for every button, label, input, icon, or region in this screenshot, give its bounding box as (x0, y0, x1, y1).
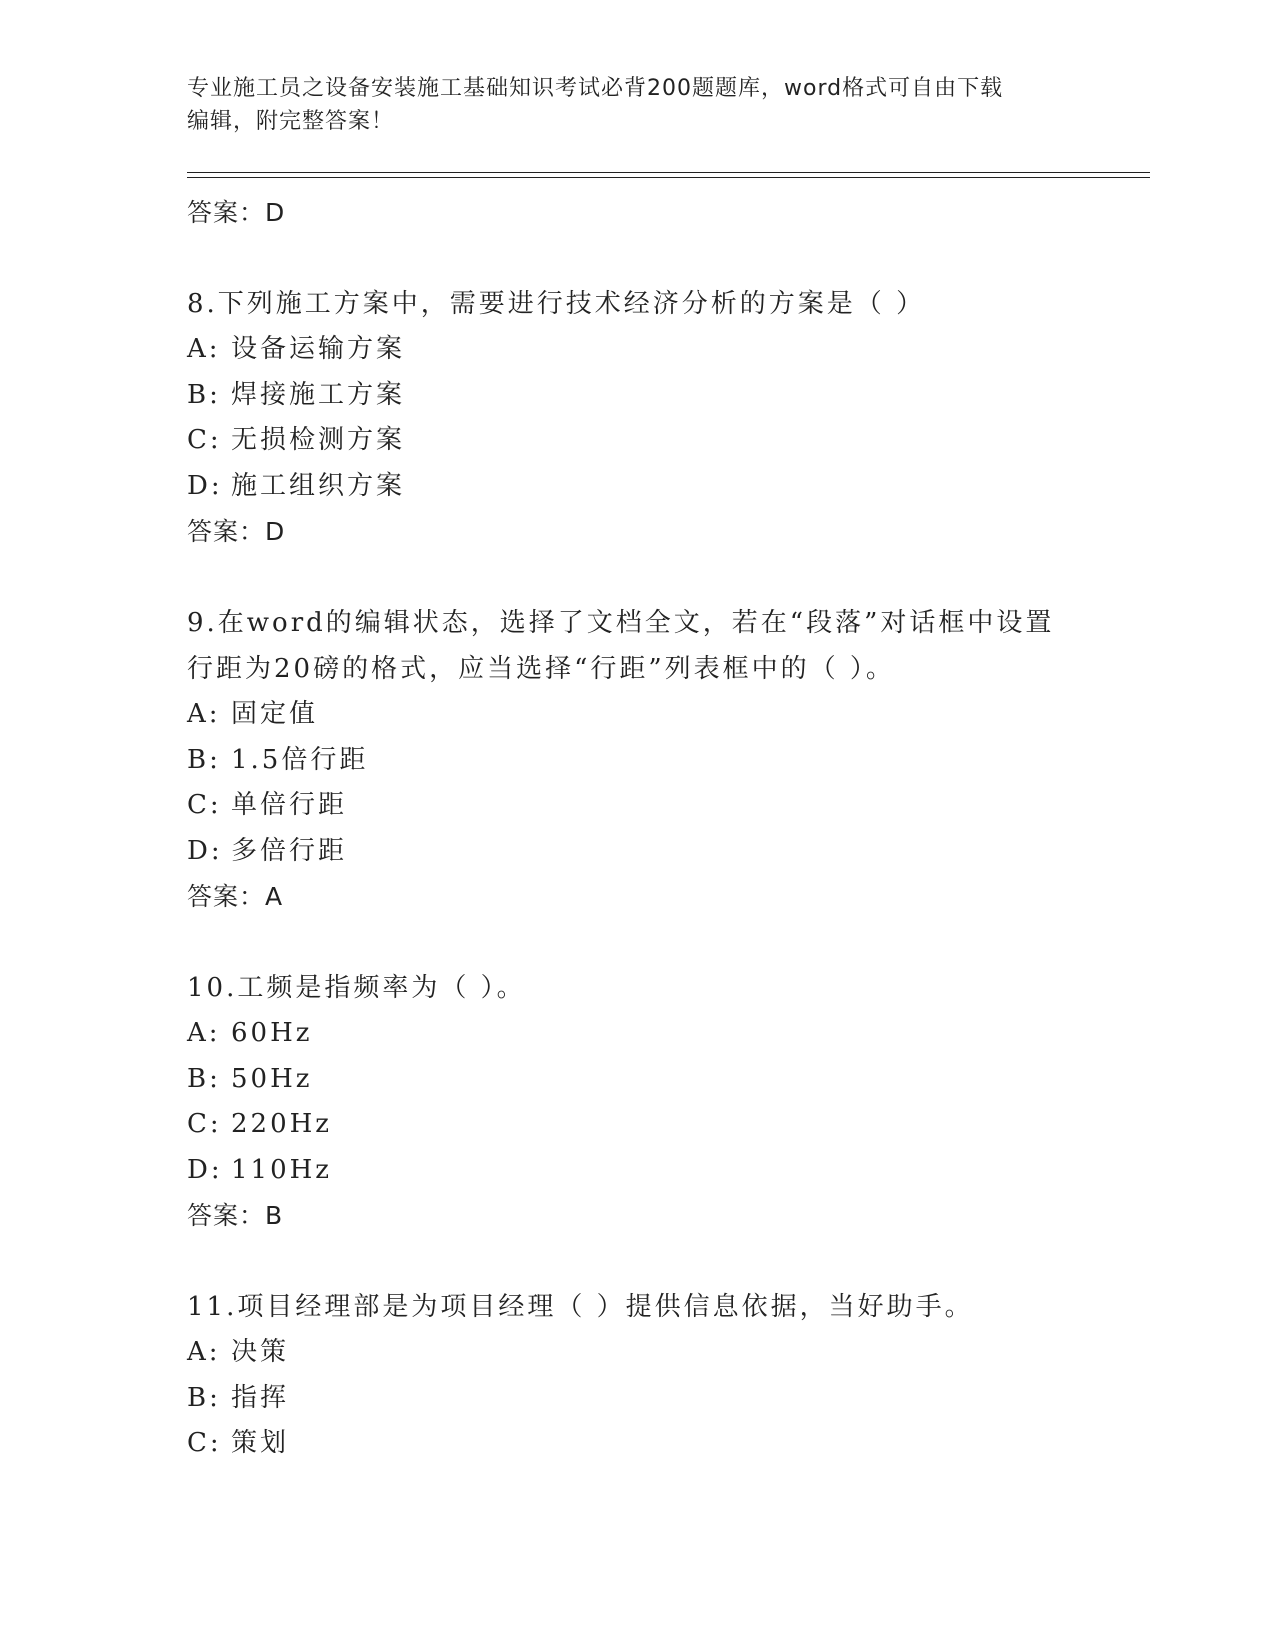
option-b (187, 373, 1087, 419)
question-9 (187, 600, 1087, 919)
option-label: A: (187, 699, 221, 729)
option-text: 指挥 (231, 1382, 290, 1413)
question-11 (187, 1284, 1087, 1467)
option-label: C: (187, 790, 222, 820)
question-10 (187, 965, 1087, 1238)
option-b (187, 1376, 1087, 1422)
option-a (187, 1330, 1087, 1376)
option-b (187, 1057, 1087, 1103)
option-text: 设备运输方案 (231, 334, 406, 364)
option-label: A: (187, 1337, 221, 1367)
question-stem: 9.在word的编辑状态，选择了文档全文，若在“段落”对话框中设置 行距为20磅的格式，应当选择“行距”列表框中的（ ）。 (187, 608, 1055, 684)
option-label: A: (187, 1018, 221, 1048)
header-rule-top (187, 172, 1150, 173)
question-stem: 11.项目经理部是为项目经理（ ）提供信息依据，当好助手。 (187, 1292, 974, 1322)
option-text: 多倍行距 (231, 835, 348, 866)
option-a (187, 1011, 1087, 1057)
option-c (187, 418, 1087, 464)
option-text: 110Hz (231, 1154, 332, 1185)
option-text: 施工组织方案 (231, 470, 406, 501)
option-text: 1.5倍行距 (231, 744, 369, 775)
header-line-2: 编辑，附完整答案！ (187, 109, 395, 134)
question-stem: 10.工频是指频率为（ ）。 (187, 973, 526, 1003)
option-a (187, 327, 1087, 373)
header-line-1: 专业施工员之设备安装施工基础知识考试必背200题题库，word格式可自由下载 (187, 76, 1004, 101)
option-text: 策划 (231, 1428, 290, 1458)
option-text: 单倍行距 (231, 790, 348, 820)
option-text: 50Hz (231, 1063, 313, 1094)
option-text: 220Hz (231, 1109, 332, 1139)
option-label: D: (187, 835, 223, 866)
option-text: 固定值 (231, 699, 319, 729)
option-text: 60Hz (231, 1018, 313, 1048)
option-text: 焊接施工方案 (231, 379, 406, 410)
answer-line: 答案：B (187, 1201, 284, 1230)
option-text: 决策 (231, 1337, 290, 1367)
option-label: A: (187, 334, 221, 364)
option-label: C: (187, 425, 222, 455)
option-d (187, 829, 1087, 875)
answer-line: 答案：D (187, 198, 286, 227)
option-label: B: (187, 379, 221, 410)
answer-line: 答案：A (187, 882, 284, 911)
option-label: C: (187, 1109, 222, 1139)
option-label: D: (187, 470, 223, 501)
option-label: B: (187, 744, 221, 775)
option-label: D: (187, 1154, 223, 1185)
option-d (187, 464, 1087, 510)
option-c (187, 1421, 1087, 1467)
option-c (187, 783, 1087, 829)
option-b (187, 738, 1087, 784)
answer-line: 答案：D (187, 517, 286, 546)
option-c (187, 1102, 1087, 1148)
question-8 (187, 281, 1087, 554)
option-label: B: (187, 1063, 221, 1094)
document-header (187, 72, 1067, 138)
option-label: C: (187, 1428, 222, 1458)
question-stem: 8.下列施工方案中，需要进行技术经济分析的方案是（ ） (187, 289, 926, 319)
option-a (187, 692, 1087, 738)
option-text: 无损检测方案 (231, 425, 406, 455)
header-rule-bottom (187, 177, 1150, 178)
question-list (187, 190, 1087, 1467)
option-d (187, 1148, 1087, 1194)
option-label: B: (187, 1382, 221, 1413)
